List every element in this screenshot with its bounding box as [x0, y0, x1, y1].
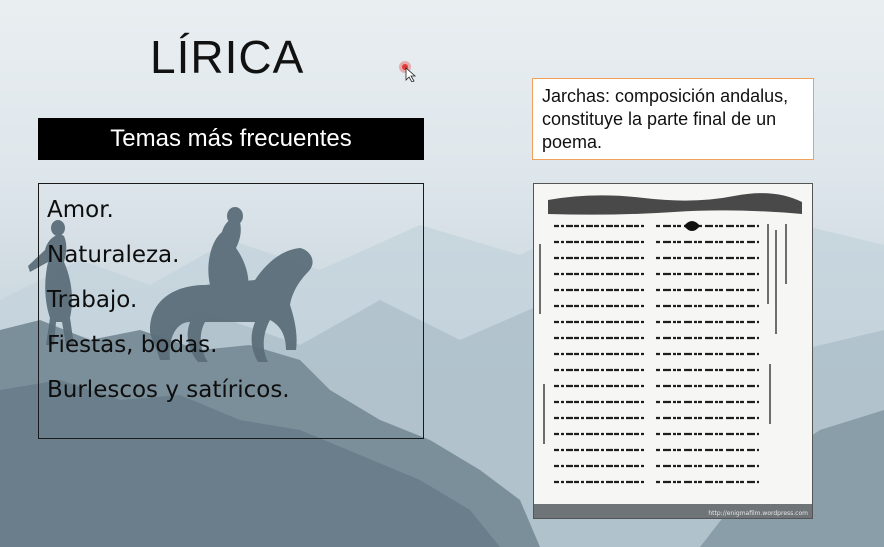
image-credit: http://enigmafilm.wordpress.com [708, 510, 808, 517]
manuscript-scan [534, 184, 813, 519]
topic-item: Trabajo. [47, 287, 138, 313]
topic-item: Amor. [47, 197, 114, 223]
topic-item: Fiestas, bodas. [47, 332, 218, 358]
topics-header: Temas más frecuentes [38, 118, 424, 160]
topic-item: Naturaleza. [47, 242, 180, 268]
jarchas-note: Jarchas: composición andalus, constituye la parte final de un poema. [532, 78, 814, 160]
topic-item: Burlescos y satíricos. [47, 377, 290, 403]
pointer-cursor-icon [398, 60, 420, 82]
topics-list [38, 183, 424, 439]
slide-title: LÍRICA [150, 31, 305, 83]
manuscript-image [533, 183, 813, 519]
